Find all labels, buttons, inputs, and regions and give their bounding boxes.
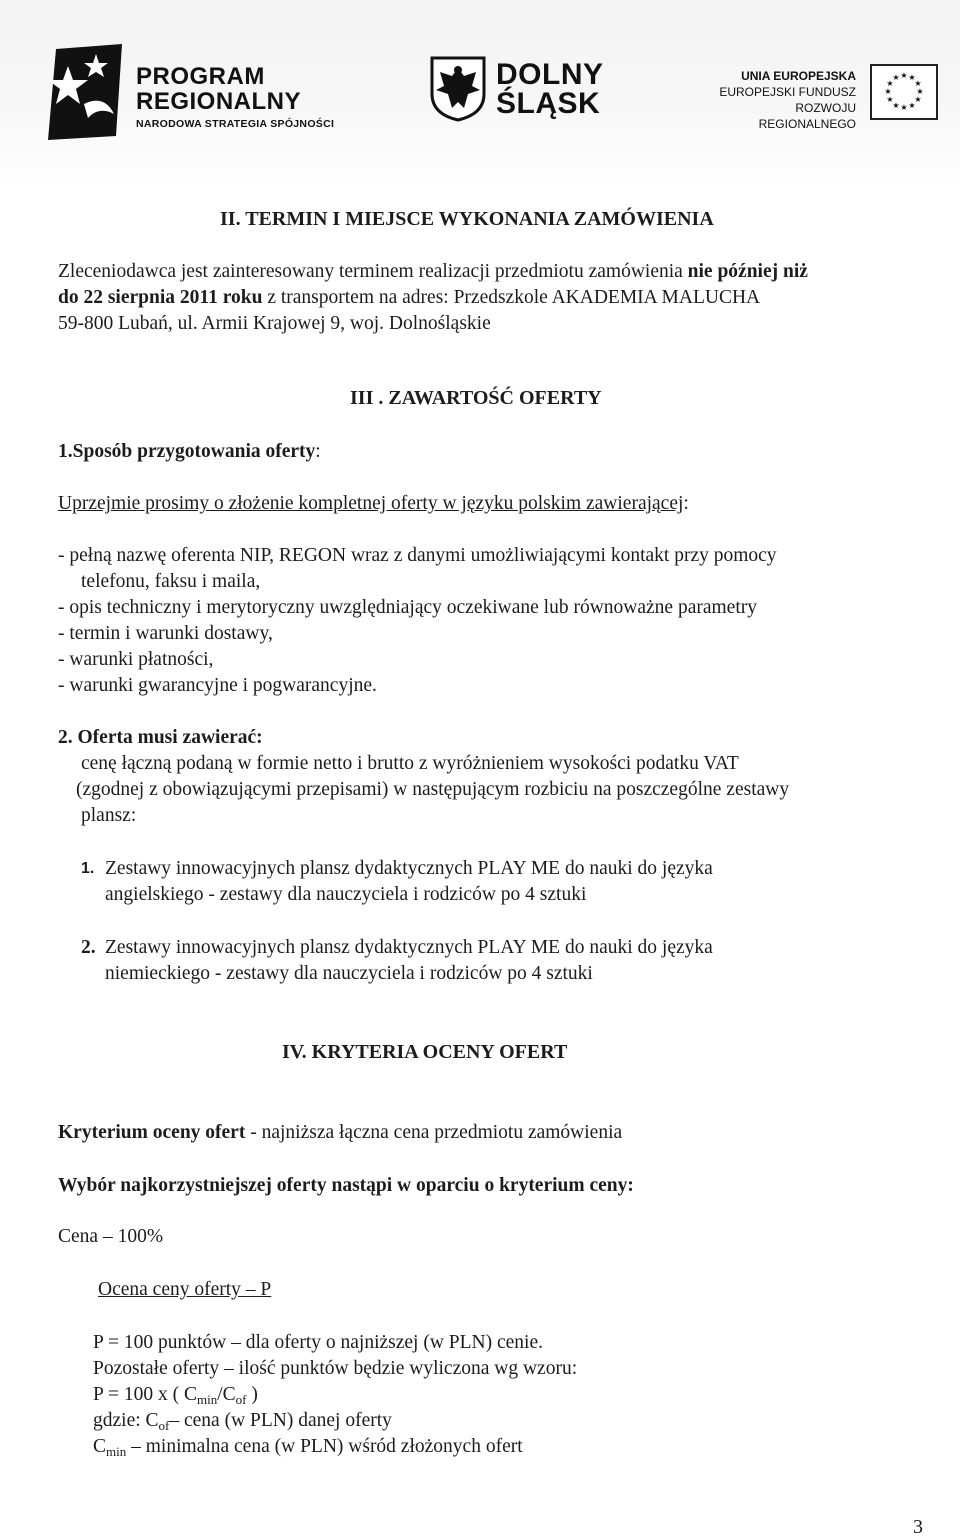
svg-text:★: ★ (886, 95, 894, 104)
item-2-line: plansz: (81, 805, 137, 826)
p-points-line: P = 100 punktów – dla oferty o najniższej (w PLN) cenie. (93, 1332, 544, 1353)
dolny-slask-logo (430, 56, 630, 126)
svg-text:★: ★ (914, 79, 922, 88)
program-regionalny-logo (44, 44, 356, 142)
svg-text:★: ★ (892, 101, 900, 110)
pozostale-line: Pozostałe oferty – ilość punktów będzie wyliczona wg wzoru: (93, 1358, 578, 1379)
requirement-bullet-continuation: telefonu, faksu i maila, (81, 571, 261, 592)
page-number: 3 (913, 1516, 923, 1538)
section-4-heading: IV. KRYTERIA OCENY OFERT (282, 1041, 568, 1063)
wybor-line: Wybór najkorzystniejszej oferty nastąpi w oparciu o kryterium ceny: (58, 1175, 634, 1196)
svg-text:★: ★ (908, 101, 916, 110)
svg-text:★: ★ (914, 95, 922, 104)
set-2-line-2: niemieckiego - zestawy dla nauczyciela i rodziców po 4 sztuki (105, 963, 593, 984)
section-2-paragraph-line-1: Zleceniodawca jest zainteresowany terminem realizacji przedmiotu zamówienia nie później niż (58, 261, 808, 282)
requirement-bullet: - opis techniczny i merytoryczny uwzględniający oczekiwane lub równoważne parametry (58, 597, 758, 618)
set-1-number: 1. (81, 860, 95, 877)
svg-text:★: ★ (884, 87, 892, 96)
item-2-label: 2. Oferta musi zawierać: (58, 727, 263, 748)
svg-text:★: ★ (900, 103, 908, 112)
set-1-line-2: angielskiego - zestawy dla nauczyciela i rodziców po 4 sztuki (105, 884, 587, 905)
dolny-slask-wordmark: DOLNY ŚLĄSK (496, 58, 604, 120)
requirement-bullet: - pełną nazwę oferenta NIP, REGON wraz z danymi umożliwiającymi kontakt przy pomocy (58, 545, 777, 566)
logo-header (0, 0, 960, 185)
eu-logo-text: UNIA EUROPEJSKA EUROPEJSKI FUNDUSZ ROZWOJU REGIONALNEGO (719, 69, 856, 131)
section-3-intro: Uprzejmie prosimy o złożenie kompletnej oferty w języku polskim zawierającej: (58, 493, 689, 514)
section-3-heading: III . ZAWARTOŚĆ OFERTY (350, 387, 602, 409)
gdzie-line: gdzie: $C_{of}-$ cena (w PLN) danej oferty (93, 1410, 392, 1433)
set-1-line-1: Zestawy innowacyjnych plansz dydaktycznych PLAY ME do nauki do języka (105, 858, 713, 879)
item-2-line: cenę łączną podaną w formie netto i brutto z wyróżnieniem wysokości podatku VAT (81, 753, 739, 774)
svg-text:★: ★ (908, 73, 916, 82)
eu-flag-icon (870, 64, 938, 120)
item-1-label: 1.Sposób przygotowania oferty: (58, 441, 321, 462)
kryterium-line: Kryterium oceny ofert - najniższa łączna cena przedmiotu zamówienia (58, 1122, 623, 1143)
item-2-line: (zgodnej z obowiązującymi przepisami) w następującym rozbiciu na poszczególne zestawy (76, 779, 790, 800)
section-2-heading: II. TERMIN I MIEJSCE WYKONANIA ZAMÓWIENIA (220, 208, 714, 230)
eu-logo (698, 64, 938, 131)
svg-text:★: ★ (892, 73, 900, 82)
set-2-number: 2. (81, 937, 96, 958)
svg-text:★: ★ (916, 87, 924, 96)
formula-line: P = 100 x ( $C_{min}/C_{of}$ ) (93, 1384, 258, 1407)
program-regionalny-title: PROGRAM REGIONALNY (136, 63, 302, 115)
cena-line: Cena – 100% (58, 1226, 164, 1247)
program-regionalny-emblem-icon (44, 44, 134, 142)
svg-text:★: ★ (900, 71, 908, 80)
requirement-bullet: - termin i warunki dostawy, (58, 623, 273, 644)
eagle-crest-icon (430, 56, 486, 122)
cmin-line: $C_{min}$ – minimalna cena (w PLN) wśród złożonych ofert (93, 1436, 523, 1459)
requirement-bullet: - warunki gwarancyjne i pogwarancyjne. (58, 675, 377, 696)
section-2-paragraph-line-3: 59-800 Lubań, ul. Armii Krajowej 9, woj. Dolnośląskie (58, 313, 491, 334)
ocena-heading: Ocena ceny oferty – P (98, 1279, 272, 1300)
section-2-paragraph-line-2: do 22 sierpnia 2011 roku z transportem na adres: Przedszkole AKADEMIA MALUCHA (58, 287, 761, 308)
requirement-bullet: - warunki płatności, (58, 649, 214, 670)
program-regionalny-subtitle: NARODOWA STRATEGIA SPÓJNOŚCI (136, 118, 335, 130)
set-2-line-1: Zestawy innowacyjnych plansz dydaktycznych PLAY ME do nauki do języka (105, 937, 713, 958)
svg-text:★: ★ (886, 79, 894, 88)
